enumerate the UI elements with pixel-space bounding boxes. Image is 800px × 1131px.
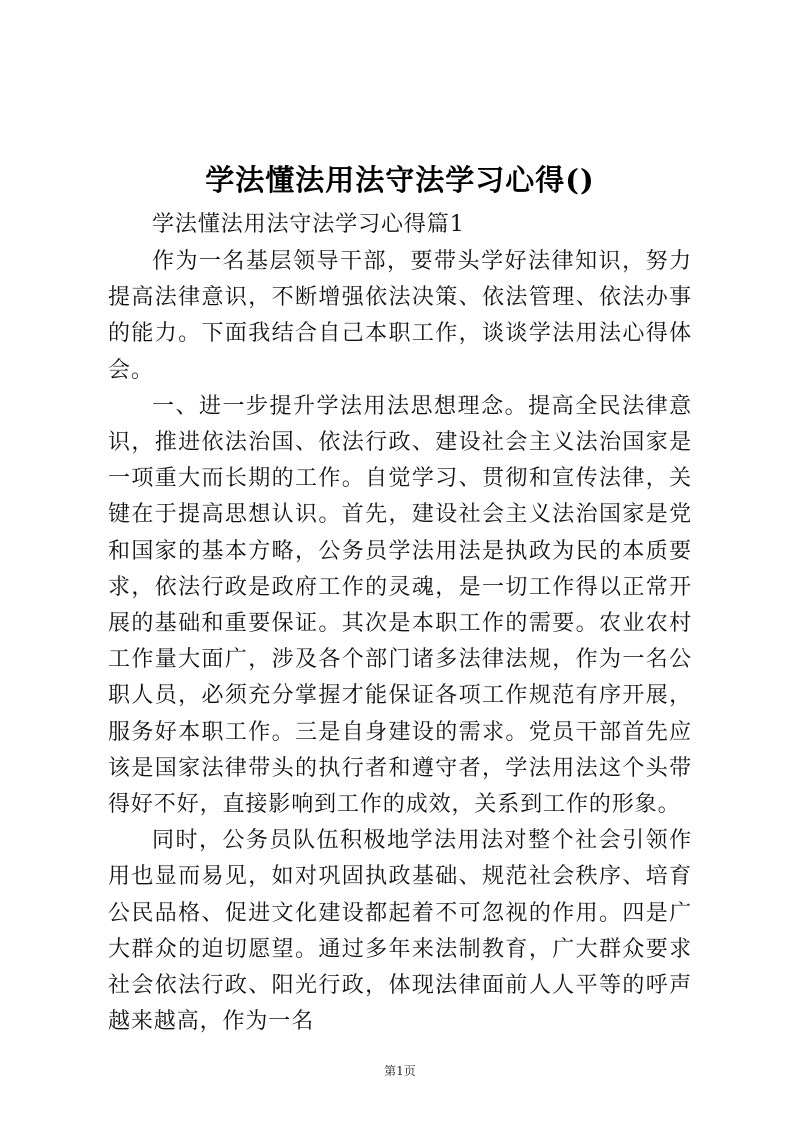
paragraph-2: 一、进一步提升学法用法思想理念。提高全民法律意识，推进依法治国、依法行政、建设社会主义法治国家是一项重大而长期的工作。自觉学习、贯彻和宣传法律，关键在于提高思想认识。首先，建设社会主义法治国家是党和国家的基本方略，公务员学法用法是执政为民的本质要求，依法行政是政府工作的灵魂，是一切工作得以正常开展的基础和重要保证。其次是本职工作的需要。农业农村工作量大面广，涉及各个部门诸多法律法规，作为一名公职人员，必须充分掌握才能保证各项工作规范有序开展，服务好本职工作。三是自身建设的需求。党员干部首先应该是国家法律带头的执行者和遵守者，学法用法这个头带得好不好，直接影响到工作的成效，关系到工作的形象。 [108, 393, 692, 818]
paragraph-1: 作为一名基层领导干部，要带头学好法律知识，努力提高法律意识，不断增强依法决策、依法管理、依法办事的能力。下面我结合自己本职工作，谈谈学法用法心得体会。 [108, 249, 692, 383]
paragraph-3: 同时，公务员队伍积极地学法用法对整个社会引领作用也显而易见，如对巩固执政基础、规范社会秩序、培育公民品格、促进文化建设都起着不可忽视的作用。四是广大群众的迫切愿望。通过多年来法制教育，广大群众要求社会依法行政、阳光行政，体现法律面前人人平等的呼声越来越高，作为一名 [108, 828, 692, 1035]
section-heading: 学法懂法用法守法学习心得篇1 [152, 212, 465, 237]
document-body [108, 206, 692, 1040]
document-title: 学法懂法用法守法学习心得() [205, 163, 595, 197]
page-number: 第1页 [384, 1064, 416, 1078]
